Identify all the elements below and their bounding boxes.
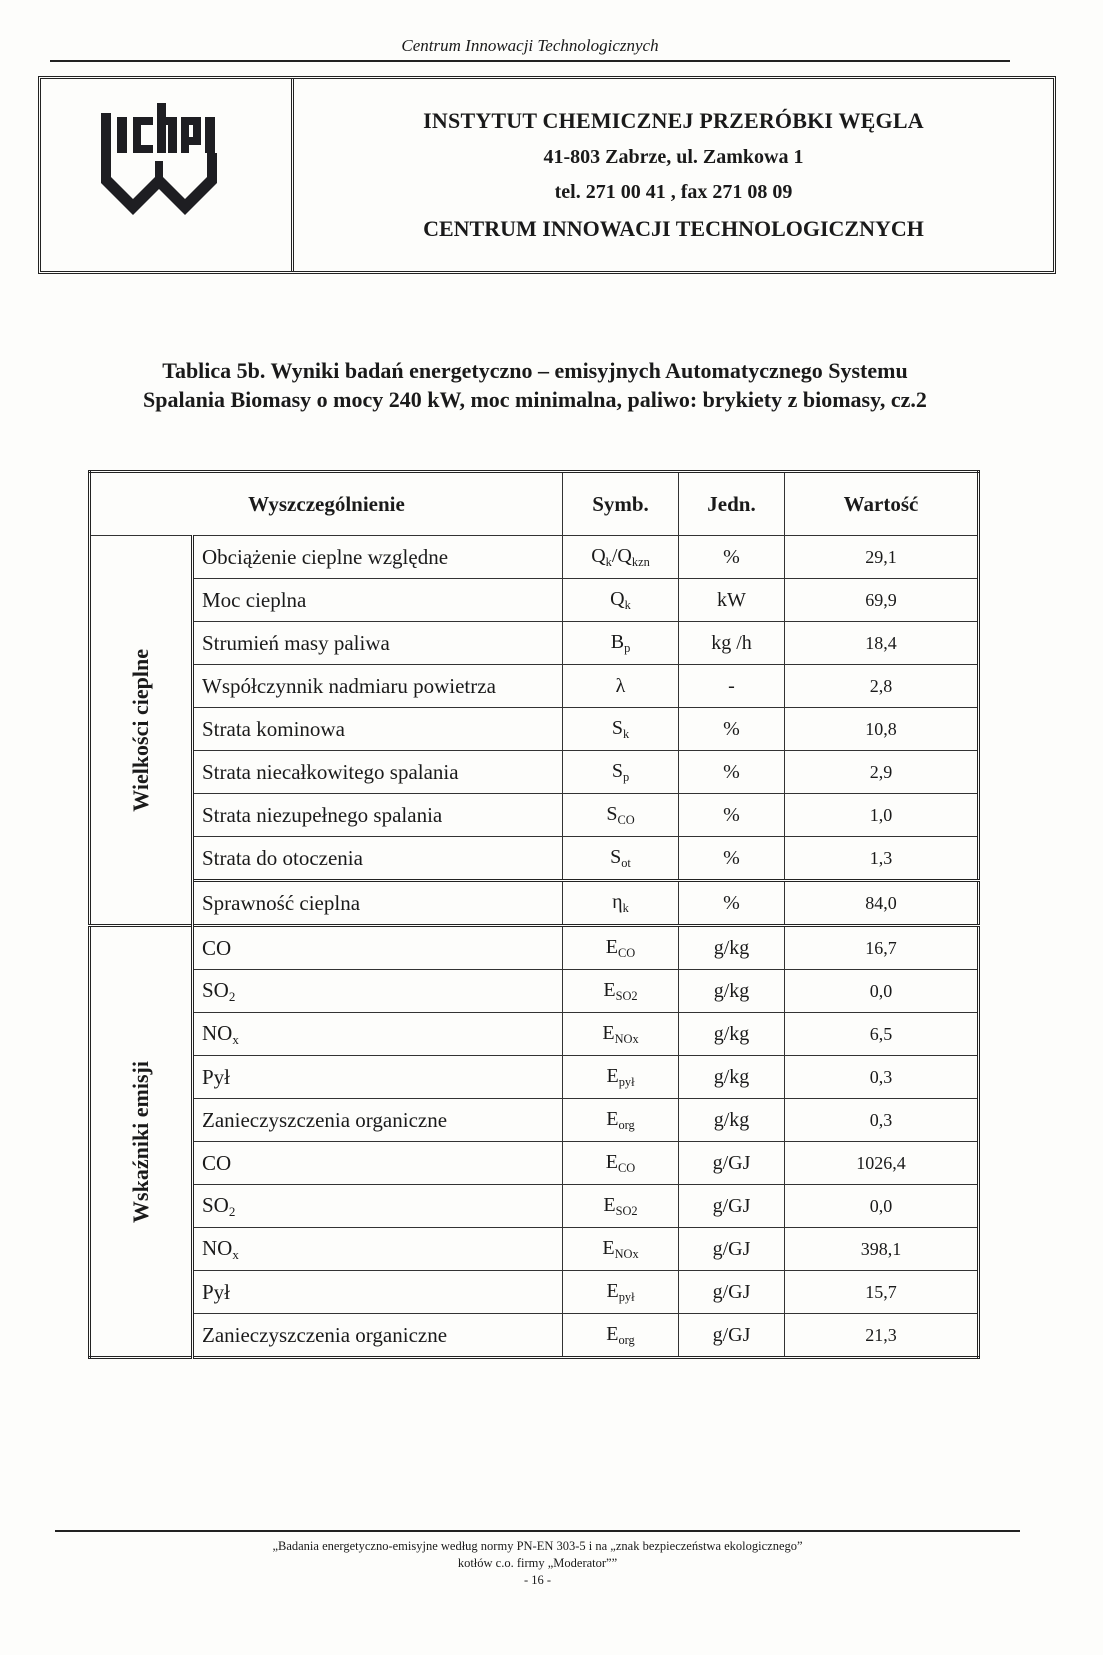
- item-value: 84,0: [785, 881, 979, 926]
- table-header-row: [90, 472, 979, 536]
- item-symbol: $S_k$: [563, 708, 679, 751]
- table-row: [90, 1056, 979, 1099]
- item-symbol: $E_{pył}$: [563, 1271, 679, 1314]
- footer-line-2: kotłów c.o. firmy „Moderator””: [457, 1556, 618, 1570]
- item-unit: %: [679, 794, 785, 837]
- item-symbol: $E_{SO2}$: [563, 970, 679, 1013]
- item-name: $NO_x$: [193, 1228, 563, 1271]
- item-name: Sprawność cieplna: [193, 881, 563, 926]
- item-value: 0,0: [785, 970, 979, 1013]
- table-row: [90, 1099, 979, 1142]
- item-unit: g/GJ: [679, 1314, 785, 1358]
- item-unit: g/GJ: [679, 1271, 785, 1314]
- footer-line-1: „Badania energetyczno-emisyjne według normy PN-EN 303-5 i na „znak bezpieczeństwa ekologicznego”: [272, 1539, 803, 1553]
- item-name: Strata do otoczenia: [193, 837, 563, 881]
- item-value: 0,3: [785, 1099, 979, 1142]
- item-value: 398,1: [785, 1228, 979, 1271]
- item-unit: g/kg: [679, 1099, 785, 1142]
- item-symbol: $Q_k$: [563, 579, 679, 622]
- item-symbol: $E_{pył}$: [563, 1056, 679, 1099]
- item-unit: -: [679, 665, 785, 708]
- caption-line-1: Tablica 5b. Wyniki badań energetyczno – emisyjnych Automatycznego Systemu: [162, 358, 908, 383]
- group-cell: [90, 926, 193, 1358]
- caption-line-2: Spalania Biomasy o mocy 240 kW, moc minimalna, paliwo: brykiety z biomasy, cz.2: [143, 387, 927, 412]
- letterhead: [38, 76, 1056, 274]
- item-value: 2,9: [785, 751, 979, 794]
- footer-divider: [55, 1530, 1020, 1532]
- table-row: [90, 837, 979, 881]
- item-unit: kW: [679, 579, 785, 622]
- item-value: 0,0: [785, 1185, 979, 1228]
- header-value: Wartość: [785, 472, 979, 536]
- item-symbol: $E_{org}$: [563, 1099, 679, 1142]
- item-name: Pył: [193, 1056, 563, 1099]
- item-value: 15,7: [785, 1271, 979, 1314]
- table-row: [90, 708, 979, 751]
- item-value: 1,3: [785, 837, 979, 881]
- table-row: [90, 1013, 979, 1056]
- table-row: [90, 1271, 979, 1314]
- item-value: 18,4: [785, 622, 979, 665]
- table-row: [90, 579, 979, 622]
- item-symbol: $E_{CO}$: [563, 926, 679, 970]
- item-name: Moc cieplna: [193, 579, 563, 622]
- item-unit: kg /h: [679, 622, 785, 665]
- header-symbol: Symb.: [563, 472, 679, 536]
- logo-cell: [41, 79, 294, 271]
- item-name: Współczynnik nadmiaru powietrza: [193, 665, 563, 708]
- item-name: Obciążenie cieplne względne: [193, 536, 563, 579]
- page-footer: [55, 1538, 1020, 1589]
- item-name: Zanieczyszczenia organiczne: [193, 1314, 563, 1358]
- item-name: $SO_2$: [193, 1185, 563, 1228]
- table-row: [90, 926, 979, 970]
- item-value: 6,5: [785, 1013, 979, 1056]
- table-row: [90, 1228, 979, 1271]
- item-value: 10,8: [785, 708, 979, 751]
- item-name: Strata kominowa: [193, 708, 563, 751]
- table-row: [90, 751, 979, 794]
- item-name: Strata niezupełnego spalania: [193, 794, 563, 837]
- table-row: [90, 536, 979, 579]
- item-value: 29,1: [785, 536, 979, 579]
- group-label: Wielkości cieplne: [128, 648, 153, 812]
- group-label: Wskaźniki emisji: [128, 1060, 153, 1223]
- group-cell: [90, 536, 193, 926]
- item-symbol: λ: [563, 665, 679, 708]
- table-row: [90, 665, 979, 708]
- organization-name: INSTYTUT CHEMICZNEJ PRZERÓBKI WĘGLA: [423, 108, 924, 133]
- organization-block: [294, 79, 1053, 271]
- item-name: CO: [193, 926, 563, 970]
- item-unit: %: [679, 751, 785, 794]
- organization-center: CENTRUM INNOWACJI TECHNOLOGICZNYCH: [423, 216, 924, 241]
- table-row: [90, 622, 979, 665]
- table-row: [90, 1185, 979, 1228]
- item-value: 69,9: [785, 579, 979, 622]
- item-symbol: $Q_k/Q_{kzn}$: [563, 536, 679, 579]
- running-head: Centrum Innowacji Technologicznych: [401, 36, 659, 55]
- item-unit: g/GJ: [679, 1142, 785, 1185]
- organization-address: 41-803 Zabrze, ul. Zamkowa 1: [543, 146, 804, 168]
- item-value: 1026,4: [785, 1142, 979, 1185]
- item-symbol: $E_{NOx}$: [563, 1228, 679, 1271]
- header-item: Wyszczególnienie: [90, 472, 563, 536]
- header-divider: [50, 60, 1010, 62]
- item-unit: g/kg: [679, 1056, 785, 1099]
- item-symbol: $E_{org}$: [563, 1314, 679, 1358]
- item-unit: %: [679, 881, 785, 926]
- item-symbol: $E_{NOx}$: [563, 1013, 679, 1056]
- item-symbol: $S_{ot}$: [563, 837, 679, 881]
- item-name: $NO_x$: [193, 1013, 563, 1056]
- table-caption: [60, 356, 1010, 414]
- organization-phone: tel. 271 00 41 , fax 271 08 09: [554, 181, 793, 203]
- ichpw-logo-icon: [101, 97, 221, 217]
- item-value: 16,7: [785, 926, 979, 970]
- item-unit: %: [679, 536, 785, 579]
- item-unit: g/GJ: [679, 1185, 785, 1228]
- item-symbol: $S_{CO}$: [563, 794, 679, 837]
- item-symbol: $\eta_k$: [563, 881, 679, 926]
- table-body: [90, 536, 979, 1358]
- item-unit: g/GJ: [679, 1228, 785, 1271]
- page-number: - 16 -: [523, 1573, 552, 1587]
- header-unit: Jedn.: [679, 472, 785, 536]
- item-unit: %: [679, 708, 785, 751]
- table-row: [90, 970, 979, 1013]
- item-name: Strata niecałkowitego spalania: [193, 751, 563, 794]
- results-table: [88, 470, 980, 1359]
- item-unit: g/kg: [679, 926, 785, 970]
- item-name: CO: [193, 1142, 563, 1185]
- item-value: 2,8: [785, 665, 979, 708]
- table-row: [90, 881, 979, 926]
- item-symbol: $E_{CO}$: [563, 1142, 679, 1185]
- item-symbol: $B_p$: [563, 622, 679, 665]
- item-value: 1,0: [785, 794, 979, 837]
- item-name: Strumień masy paliwa: [193, 622, 563, 665]
- item-value: 0,3: [785, 1056, 979, 1099]
- table-row: [90, 1142, 979, 1185]
- item-unit: g/kg: [679, 970, 785, 1013]
- item-unit: g/kg: [679, 1013, 785, 1056]
- item-name: Pył: [193, 1271, 563, 1314]
- item-unit: %: [679, 837, 785, 881]
- item-name: $SO_2$: [193, 970, 563, 1013]
- item-symbol: $E_{SO2}$: [563, 1185, 679, 1228]
- table-row: [90, 794, 979, 837]
- table-row: [90, 1314, 979, 1358]
- item-symbol: $S_p$: [563, 751, 679, 794]
- item-value: 21,3: [785, 1314, 979, 1358]
- item-name: Zanieczyszczenia organiczne: [193, 1099, 563, 1142]
